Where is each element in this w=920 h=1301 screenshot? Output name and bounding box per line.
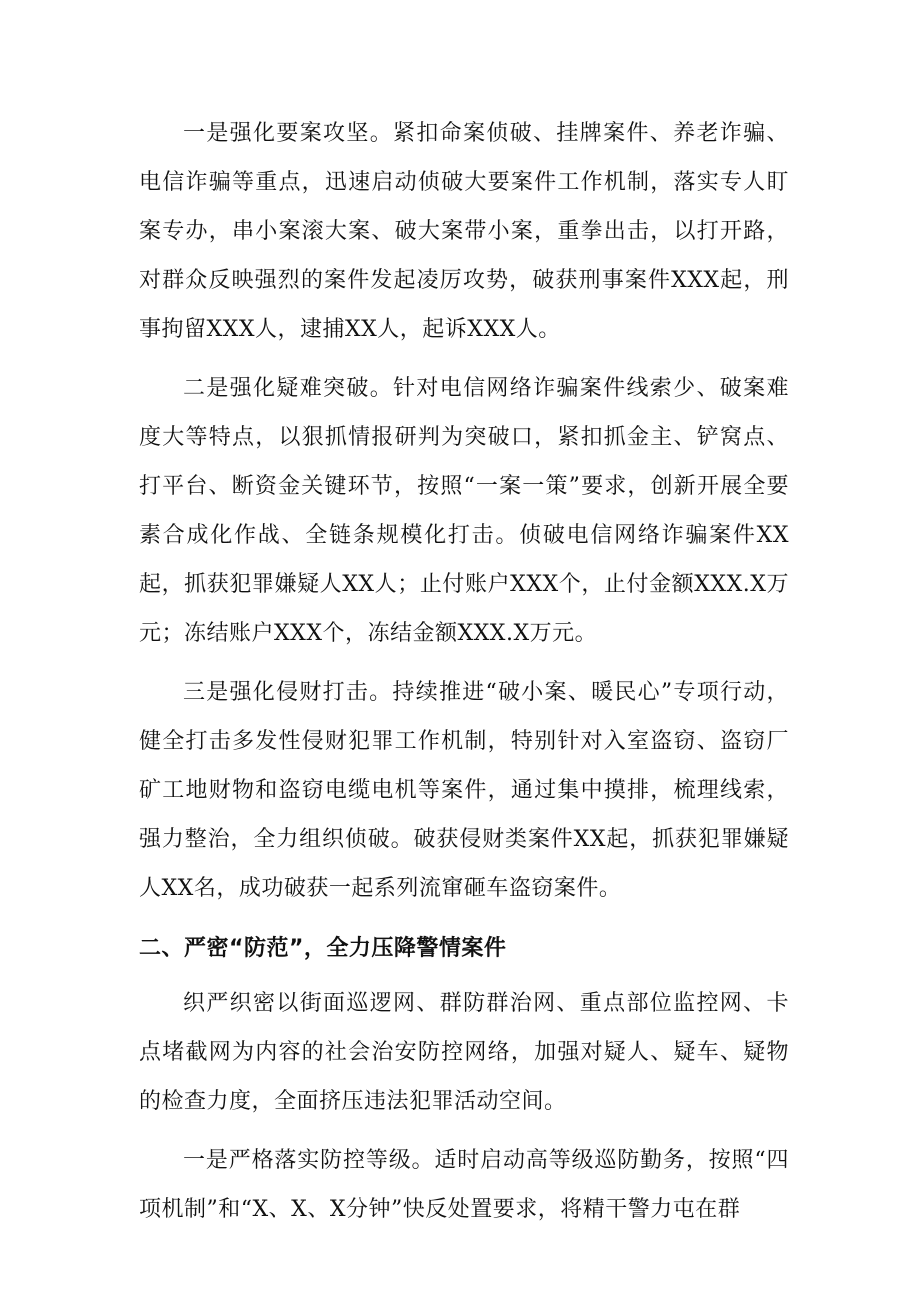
section-heading-prevention: 二、严密“防范”，全力压降警情案件 — [139, 936, 507, 961]
paragraph-prevention-level: 一是严格落实防控等级。适时启动高等级巡防勤务，按照“四项机制”和“X、X、X分钟”快反处置要求，将精干警力屯在群 — [139, 1148, 789, 1222]
paragraph-difficult-case-breakthrough: 二是强化疑难突破。针对电信网络诈骗案件线索少、破案难度大等特点，以狠抓情报研判为突破口，紧扣抓金主、铲窝点、打平台、断资金关键环节，按照“一案一策”要求，创新开展全要素合成化作战、全链条规模化打击。侦破电信网络诈骗案件XX起，抓获犯罪嫌疑人XX人；止付账户XXX个，止付金额XXX.X万元；冻结账户XXX个，冻结金额XXX.X万元。 — [139, 376, 789, 646]
paragraph-prevention-network: 织严织密以街面巡逻网、群防群治网、重点部位监控网、卡点堵截网为内容的社会治安防控网络，加强对疑人、疑车、疑物的检查力度，全面挤压违法犯罪活动空间。 — [139, 991, 789, 1114]
paragraph-property-crime-crackdown: 三是强化侵财打击。持续推进“破小案、暖民心”专项行动，健全打击多发性侵财犯罪工作机制，特别针对入室盗窃、盗窃厂矿工地财物和盗窃电缆电机等案件，通过集中摸排，梳理线索，强力整治，全力组织侦破。破获侵财类案件XX起，抓获犯罪嫌疑人XX名，成功破获一起系列流窜砸车盗窃案件。 — [139, 680, 789, 901]
paragraph-major-case-crackdown: 一是强化要案攻坚。紧扣命案侦破、挂牌案件、养老诈骗、电信诈骗等重点，迅速启动侦破大要案件工作机制，落实专人盯案专办，串小案滚大案、破大案带小案，重拳出击，以打开路，对群众反映强烈的案件发起凌厉攻势，破获刑事案件XXX起，刑事拘留XXX人，逮捕XX人，起诉XXX人。 — [139, 121, 789, 342]
document-body — [139, 109, 789, 1244]
